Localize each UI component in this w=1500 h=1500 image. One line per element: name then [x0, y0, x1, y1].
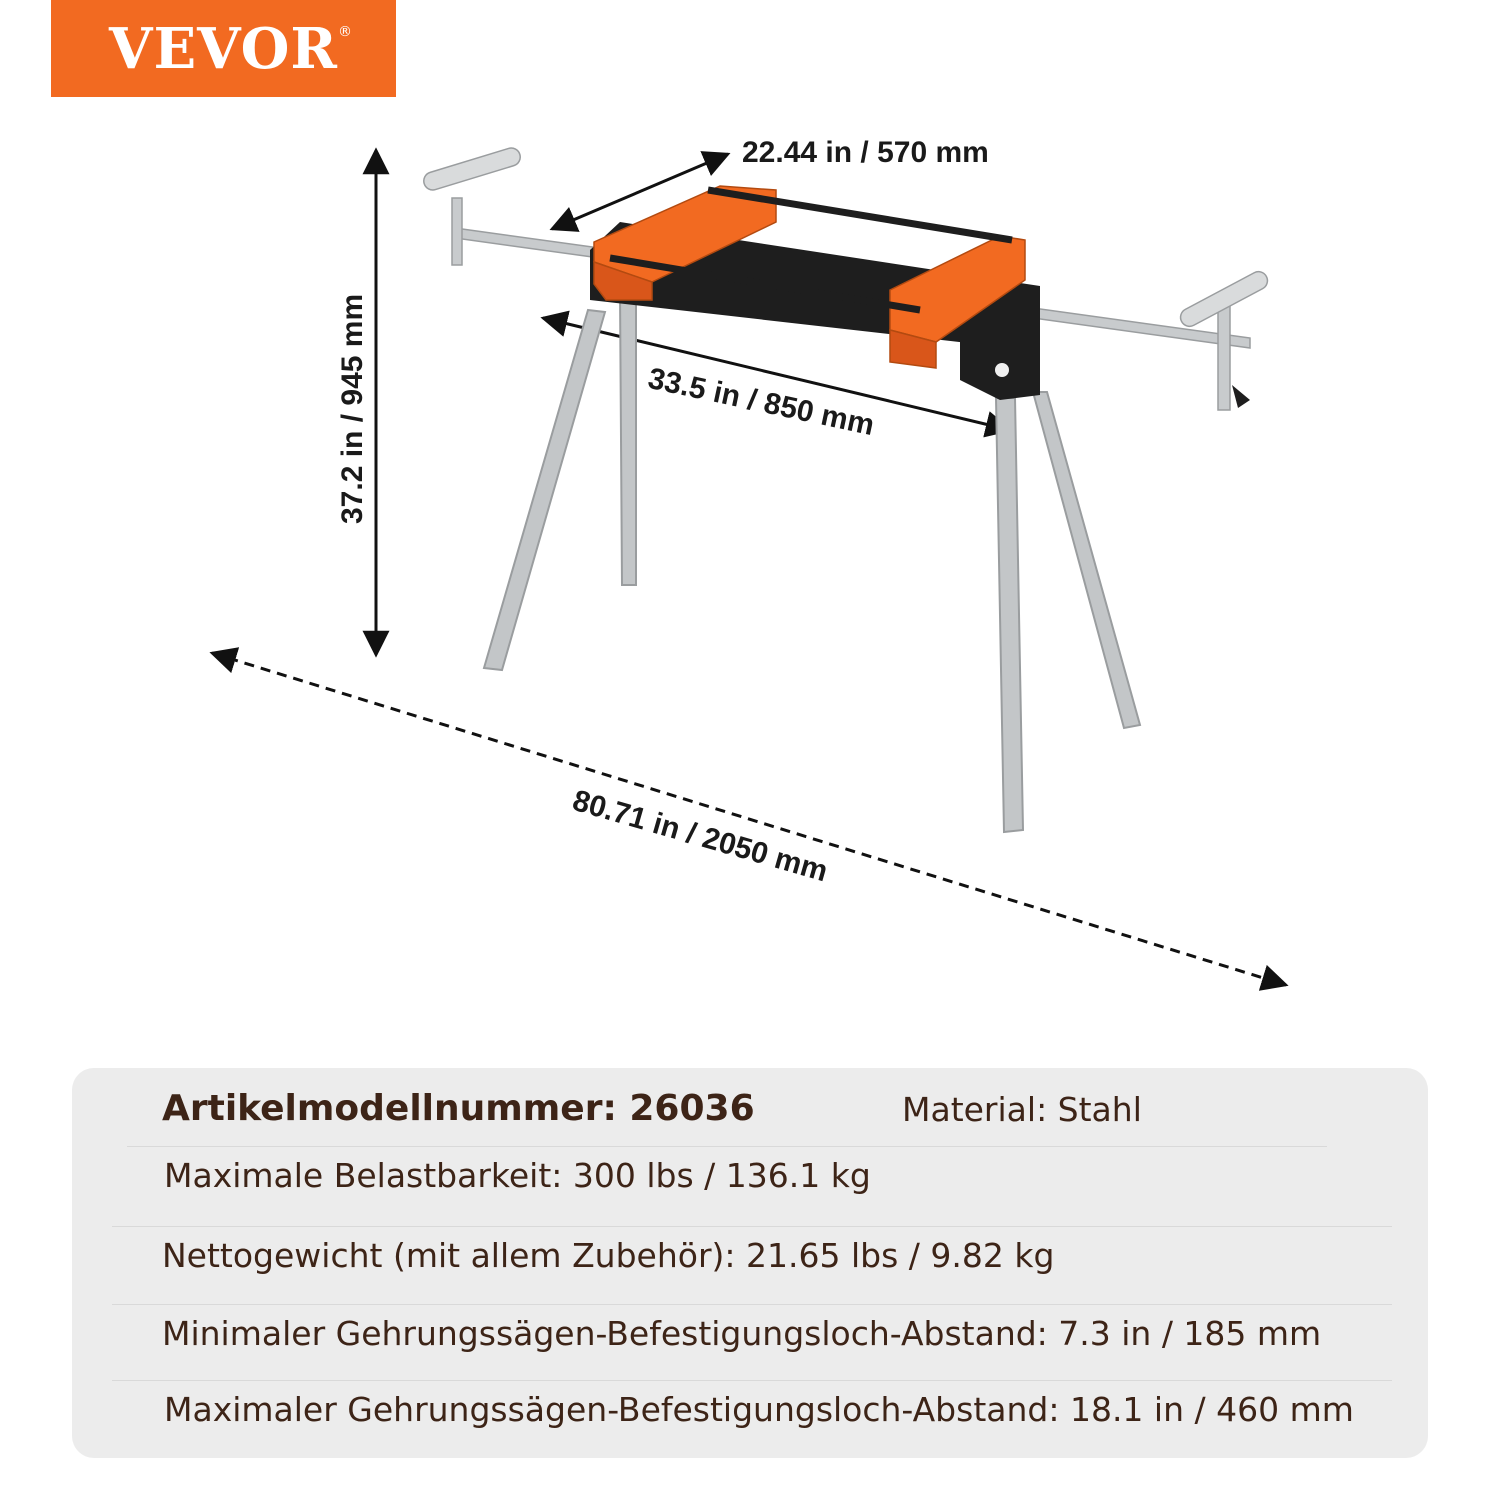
spec-material: Material: Stahl [902, 1090, 1142, 1129]
depth-label: 33.5 in / 850 mm [645, 362, 878, 443]
separator [112, 1226, 1392, 1227]
length-label: 80.71 in / 2050 mm [568, 784, 832, 889]
top-width-label: 22.44 in / 570 mm [742, 136, 989, 169]
legs [484, 292, 1140, 832]
leg-front-left [484, 310, 605, 670]
registered-mark: ® [338, 24, 352, 40]
spec-max-hole: Maximaler Gehrungssägen-Befestigungsloch-Abstand: 18.1 in / 460 mm [164, 1390, 1354, 1429]
logo-text: VEVOR [109, 15, 338, 82]
spec-panel [72, 1068, 1428, 1458]
leg-back-right [1033, 392, 1140, 728]
spec-model: Artikelmodellnummer: 26036 [162, 1088, 755, 1129]
leg-back-left [620, 292, 636, 585]
leg-front-right [996, 398, 1023, 832]
spec-min-hole: Minimaler Gehrungssägen-Befestigungsloch-Abstand: 7.3 in / 185 mm [162, 1314, 1322, 1353]
spec-load: Maximale Belastbarkeit: 300 lbs / 136.1 kg [164, 1156, 871, 1195]
separator [112, 1304, 1392, 1305]
separator [127, 1146, 1327, 1147]
separator [112, 1380, 1392, 1381]
spec-weight: Nettogewicht (mit allem Zubehör): 21.65 lbs / 9.82 kg [162, 1236, 1055, 1275]
height-label: 37.2 in / 945 mm [336, 293, 369, 524]
